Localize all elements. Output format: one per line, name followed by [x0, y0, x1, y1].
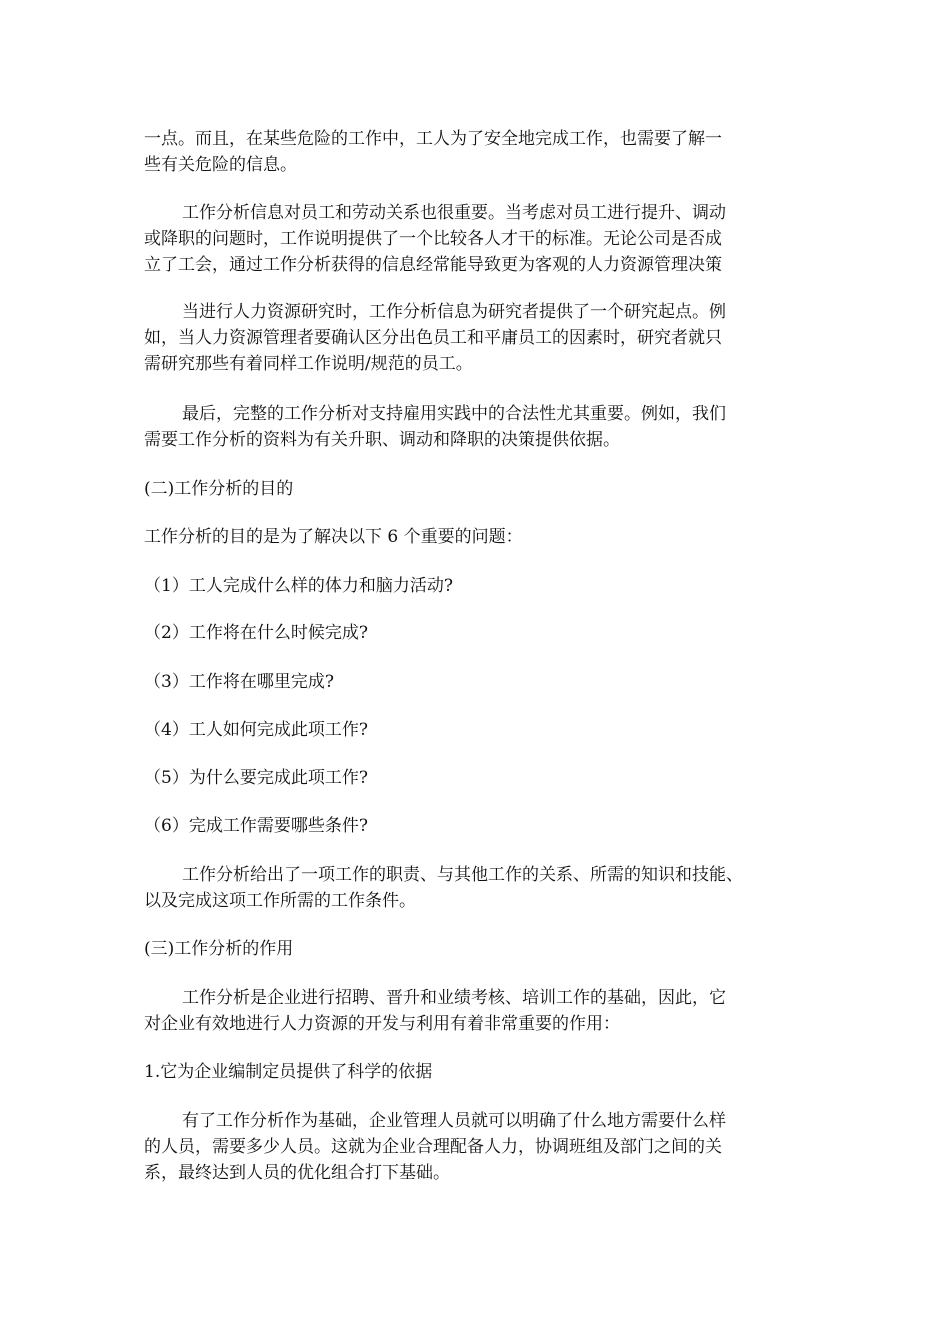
- paragraph-hr-research: [144, 299, 812, 377]
- paragraph-danger-info: [144, 126, 812, 178]
- text-line: 的人员，需要多少人员。这就为企业合理配备人力，协调班组及部门之间的关: [144, 1137, 722, 1157]
- section-heading-role: [144, 936, 812, 962]
- list-item-question-5: [144, 765, 812, 791]
- text-line: （6）完成工作需要哪些条件?: [144, 816, 368, 836]
- paragraph-purpose-intro: [144, 524, 812, 550]
- text-line: 或降职的问题时，工作说明提供了一个比较各人才干的标准。无论公司是否成: [144, 229, 722, 249]
- text-line: （4）工人如何完成此项工作?: [144, 720, 368, 740]
- text-line: （2）工作将在什么时候完成?: [144, 623, 368, 643]
- paragraph-legality: [144, 401, 812, 453]
- list-item-question-3: [144, 669, 812, 695]
- text-line: （5）为什么要完成此项工作?: [144, 768, 368, 788]
- paragraph-role-intro: [144, 985, 812, 1037]
- text-line: 一点。而且，在某些危险的工作中，工人为了安全地完成工作，也需要了解一: [144, 129, 722, 149]
- text-line: 工作分析给出了一项工作的职责、与其他工作的关系、所需的知识和技能、: [182, 865, 743, 885]
- text-line: （3）工作将在哪里完成?: [144, 672, 334, 692]
- text-line: 对企业有效地进行人力资源的开发与利用有着非常重要的作用：: [144, 1014, 620, 1034]
- text-line: 最后，完整的工作分析对支持雇用实践中的合法性尤其重要。例如，我们: [182, 404, 726, 424]
- list-item-question-4: [144, 717, 812, 743]
- list-item-question-6: [144, 813, 812, 839]
- heading-text: (三)工作分析的作用: [144, 939, 294, 959]
- paragraph-summary: [144, 862, 812, 914]
- list-item-question-1: [144, 573, 812, 599]
- text-line: 工作分析是企业进行招聘、晋升和业绩考核、培训工作的基础，因此，它: [182, 988, 726, 1008]
- list-item-question-2: [144, 620, 812, 646]
- heading-text: 1.它为企业编制定员提供了科学的依据: [144, 1062, 433, 1082]
- text-line: 有了工作分析作为基础，企业管理人员就可以明确了什么地方需要什么样: [182, 1111, 726, 1131]
- heading-text: (二)工作分析的目的: [144, 479, 294, 499]
- paragraph-role-1: [144, 1108, 812, 1186]
- text-line: 如，当人力资源管理者要确认区分出色员工和平庸员工的因素时，研究者就只: [144, 328, 722, 348]
- text-line: 系，最终达到人员的优化组合打下基础。: [144, 1163, 450, 1183]
- section-heading-purpose: [144, 476, 812, 502]
- text-line: 些有关危险的信息。: [144, 155, 297, 175]
- text-line: 工作分析的目的是为了解决以下 6 个重要的问题：: [144, 527, 523, 547]
- text-line: 立了工会，通过工作分析获得的信息经常能导致更为客观的人力资源管理决策: [144, 255, 722, 275]
- subheading-role-1: [144, 1059, 812, 1085]
- text-line: 以及完成这项工作所需的工作条件。: [144, 891, 416, 911]
- text-line: 当进行人力资源研究时，工作分析信息为研究者提供了一个研究起点。例: [182, 302, 726, 322]
- text-line: （1）工人完成什么样的体力和脑力活动?: [144, 576, 453, 596]
- text-line: 需研究那些有着同样工作说明/规范的员工。: [144, 354, 473, 374]
- paragraph-labor-relations: [144, 200, 812, 278]
- text-line: 需要工作分析的资料为有关升职、调动和降职的决策提供依据。: [144, 430, 620, 450]
- text-line: 工作分析信息对员工和劳动关系也很重要。当考虑对员工进行提升、调动: [182, 203, 726, 223]
